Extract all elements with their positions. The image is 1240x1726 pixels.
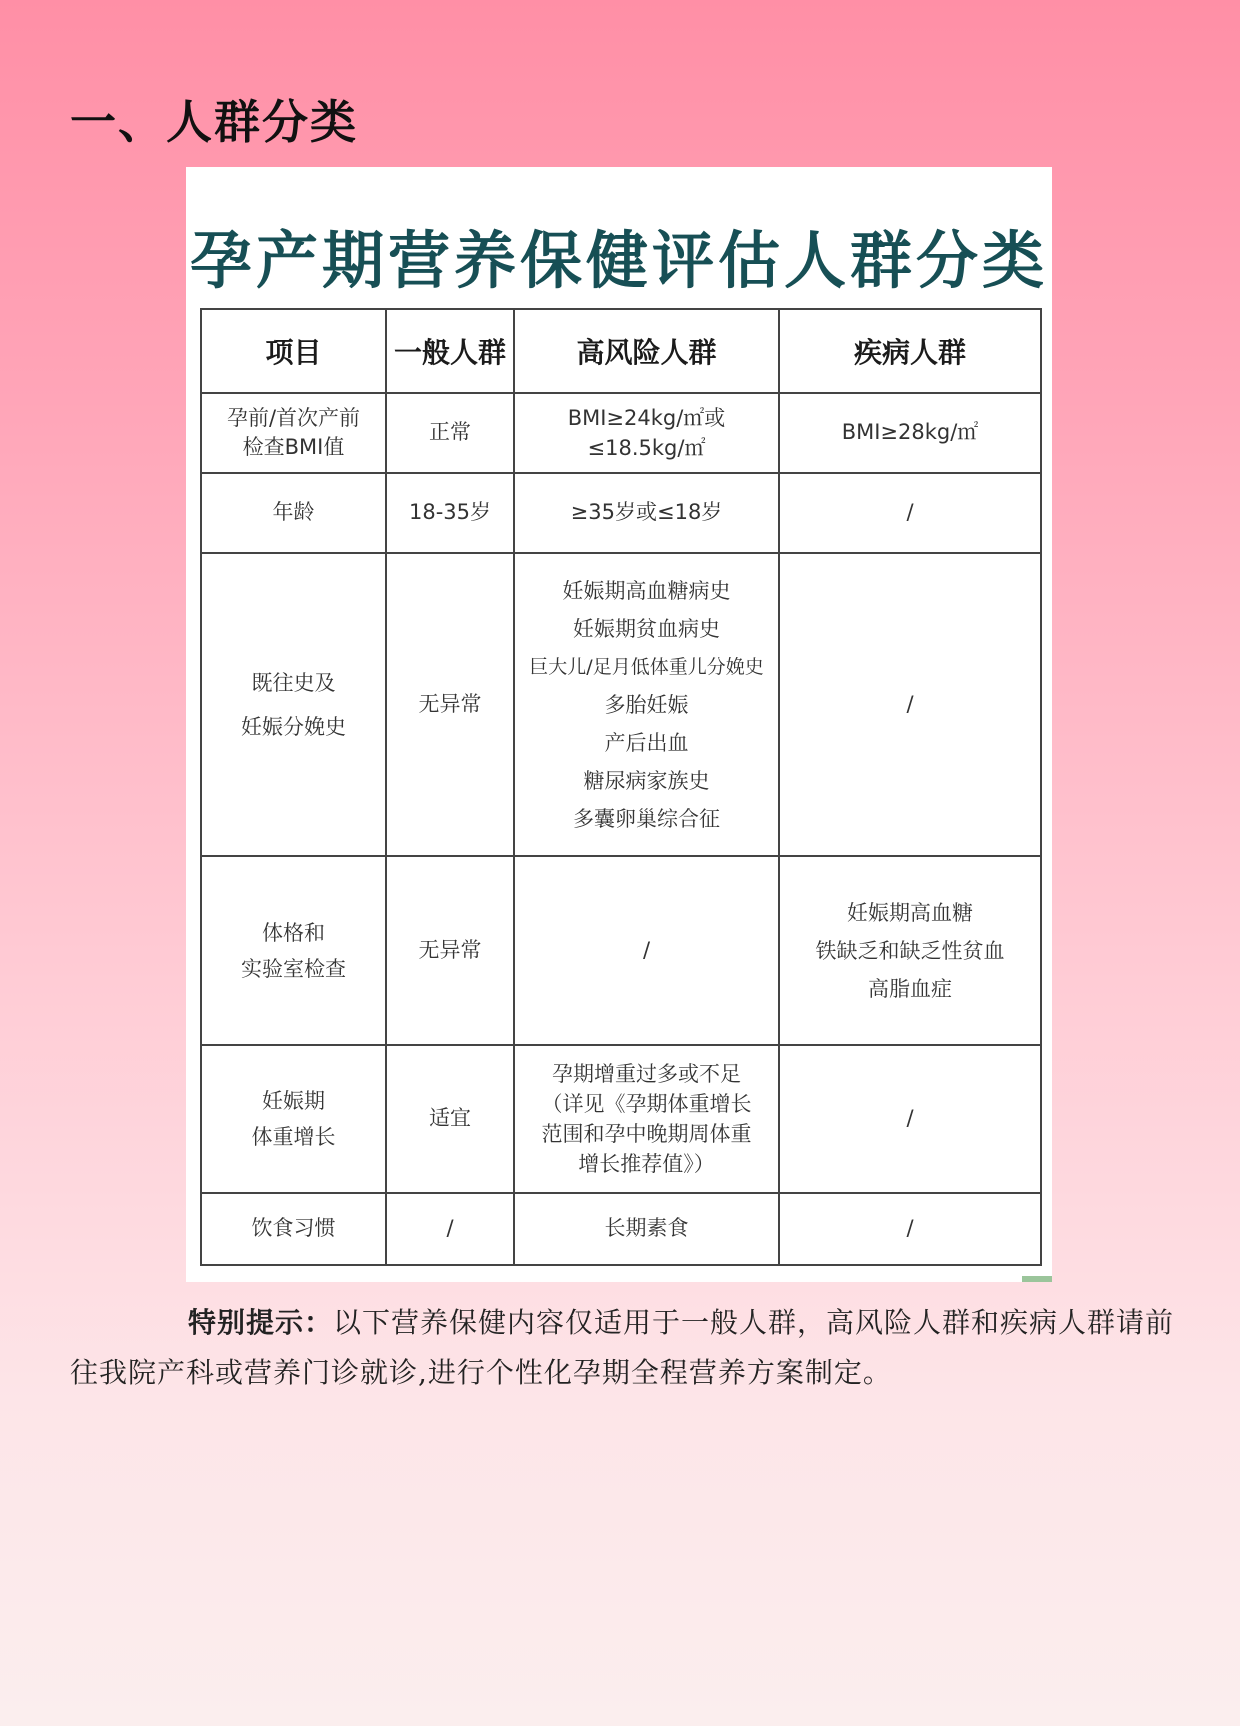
disease-line: 铁缺乏和缺乏性贫血 bbox=[815, 938, 1005, 963]
row-high-risk: ≥35岁或≤18岁 bbox=[514, 473, 779, 553]
high-risk-line: 孕期增重过多或不足 bbox=[552, 1062, 741, 1086]
row-item: 饮食习惯 bbox=[201, 1193, 386, 1265]
high-risk-line: 多胎妊娠 bbox=[604, 692, 689, 717]
table-row bbox=[201, 1193, 1041, 1265]
table-row bbox=[201, 553, 1041, 856]
header-disease: 疾病人群 bbox=[779, 309, 1041, 393]
disease-line: 妊娠期高血糖 bbox=[847, 900, 973, 925]
row-high-risk: / bbox=[514, 856, 779, 1045]
header-item: 项目 bbox=[201, 309, 386, 393]
row-general: 适宜 bbox=[386, 1045, 514, 1193]
row-item: 孕前/首次产前 检查BMI值 bbox=[201, 393, 386, 473]
row-disease bbox=[779, 856, 1041, 1045]
classification-table bbox=[200, 308, 1042, 1266]
classification-card bbox=[186, 167, 1052, 1282]
header-high-risk: 高风险人群 bbox=[514, 309, 779, 393]
high-risk-line: 妊娠期贫血病史 bbox=[573, 616, 720, 641]
row-item: 年龄 bbox=[201, 473, 386, 553]
table-row bbox=[201, 856, 1041, 1045]
row-item: 既往史及 妊娠分娩史 bbox=[201, 553, 386, 856]
row-item: 妊娠期 体重增长 bbox=[201, 1045, 386, 1193]
header-general: 一般人群 bbox=[386, 309, 514, 393]
row-general: 无异常 bbox=[386, 856, 514, 1045]
disease-line: 高脂血症 bbox=[868, 976, 952, 1001]
row-disease: BMI≥28kg/㎡ bbox=[779, 393, 1041, 473]
section-heading: 一、人群分类 bbox=[70, 95, 358, 149]
table-row bbox=[201, 393, 1041, 473]
table-row bbox=[201, 1045, 1041, 1193]
table-row bbox=[201, 473, 1041, 553]
high-risk-line: ≤18.5kg/㎡ bbox=[587, 436, 706, 460]
note-text: 以下营养保健内容仅适用于一般人群，高风险人群和疾病人群请前往我院产科或营养门诊就诊,进行个性化孕期全程营养方案制定。 bbox=[70, 1306, 1175, 1389]
card-title: 孕产期营养保健评估人群分类 bbox=[189, 224, 1048, 297]
row-disease: / bbox=[779, 1193, 1041, 1265]
high-risk-line: 糖尿病家族史 bbox=[583, 768, 710, 793]
high-risk-line: BMI≥24kg/㎡或 bbox=[567, 406, 726, 430]
row-high-risk: 长期素食 bbox=[514, 1193, 779, 1265]
high-risk-line: 巨大儿/足月低体重儿分娩史 bbox=[529, 655, 764, 678]
table-header-row bbox=[201, 309, 1041, 393]
high-risk-line: （详见《孕期体重增长 bbox=[541, 1092, 752, 1116]
high-risk-line: 增长推荐值》） bbox=[578, 1152, 715, 1176]
row-general: 正常 bbox=[386, 393, 514, 473]
row-high-risk bbox=[514, 553, 779, 856]
special-note bbox=[70, 1298, 1180, 1398]
note-label: 特别提示： bbox=[188, 1306, 334, 1339]
row-general: 无异常 bbox=[386, 553, 514, 856]
card-corner-accent bbox=[1022, 1276, 1052, 1282]
row-disease: / bbox=[779, 1045, 1041, 1193]
row-high-risk bbox=[514, 393, 779, 473]
row-disease: / bbox=[779, 473, 1041, 553]
high-risk-line: 产后出血 bbox=[604, 730, 689, 755]
high-risk-line: 多囊卵巢综合征 bbox=[573, 806, 720, 831]
high-risk-line: 妊娠期高血糖病史 bbox=[562, 578, 731, 603]
row-item: 体格和 实验室检查 bbox=[201, 856, 386, 1045]
row-high-risk bbox=[514, 1045, 779, 1193]
row-general: / bbox=[386, 1193, 514, 1265]
row-disease: / bbox=[779, 553, 1041, 856]
high-risk-line: 范围和孕中晚期周体重 bbox=[541, 1122, 752, 1146]
row-general: 18-35岁 bbox=[386, 473, 514, 553]
